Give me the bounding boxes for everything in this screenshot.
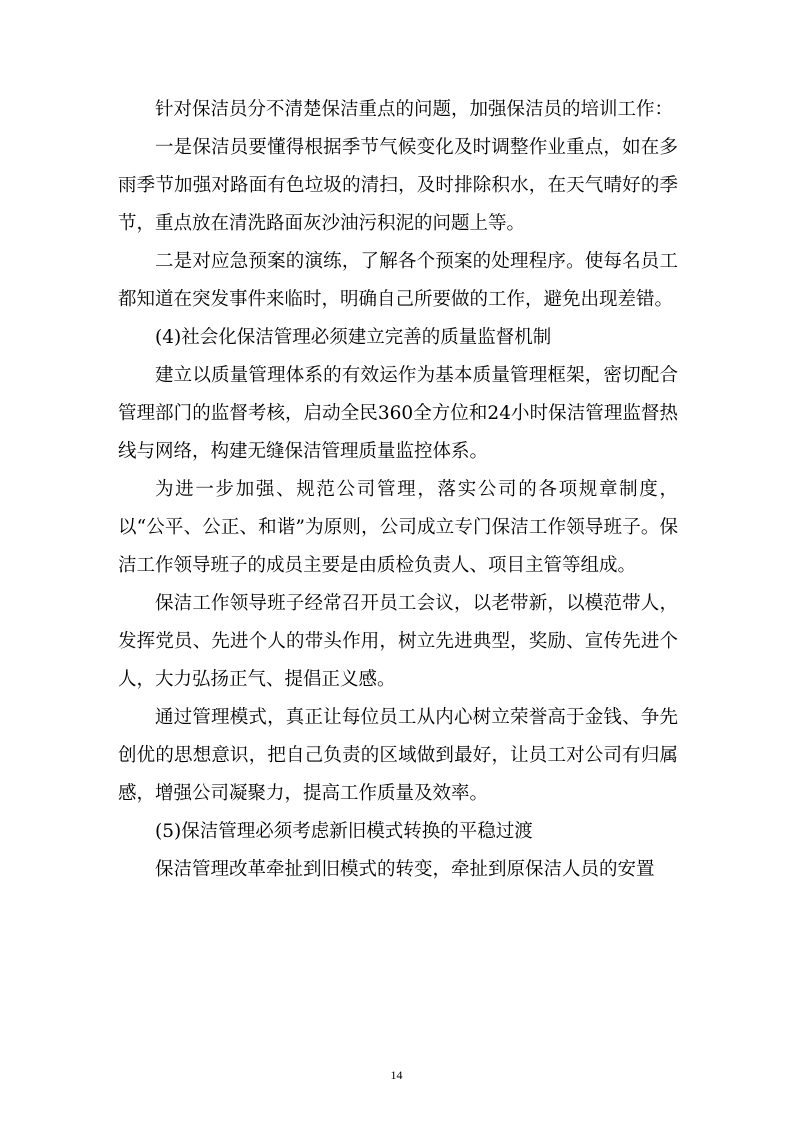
section-heading-4: (4)社会化保洁管理必须建立完善的质量监督机制 xyxy=(155,327,552,348)
paragraph-training-intro: 针对保洁员分不清楚保洁重点的问题，加强保洁员的培训工作： xyxy=(155,99,674,120)
paragraph-management-mode: 通过管理模式，真正让每位员工从内心树立荣誉高于金钱、争先创优的思想意识，把自己负责的区域做到最好，让员工对公司有归属感，增强公司凝聚力，提高工作质量及效率。 xyxy=(118,707,678,804)
paragraph-emergency-drill: 二是对应急预案的演练，了解各个预案的处理程序。使每名员工都知道在突发事件来临时，明确自己所要做的工作，避免出现差错。 xyxy=(118,251,678,310)
paragraph-seasonal-focus: 一是保洁员要懂得根据季节气候变化及时调整作业重点，如在多雨季节加强对路面有色垃圾的清扫，及时排除积水，在天气晴好的季节，重点放在清洗路面灰沙油污积泥的问题上等。 xyxy=(118,137,678,234)
page-number: 14 xyxy=(390,1068,403,1082)
paragraph-staff-meetings: 保洁工作领导班子经常召开员工会议，以老带新，以模范带人，发挥党员、先进个人的带头作用，树立先进典型，奖励、宣传先进个人，大力弘扬正气、提倡正义感。 xyxy=(118,593,678,690)
body-text xyxy=(118,91,678,889)
section-heading-5: (5)保洁管理必须考虑新旧模式转换的平稳过渡 xyxy=(155,821,533,842)
paragraph-transition: 保洁管理改革牵扯到旧模式的转变，牵扯到原保洁人员的安置 xyxy=(155,859,655,880)
paragraph-quality-framework: 建立以质量管理体系的有效运作为基本质量管理框架，密切配合管理部门的监督考核，启动全民360全方位和24小时保洁管理监督热线与网络，构建无缝保洁管理质量监控体系。 xyxy=(118,365,678,462)
paragraph-leadership-team: 为进一步加强、规范公司管理，落实公司的各项规章制度，以“公平、公正、和谐”为原则，公司成立专门保洁工作领导班子。保洁工作领导班子的成员主要是由质检负责人、项目主管等组成。 xyxy=(118,479,678,576)
